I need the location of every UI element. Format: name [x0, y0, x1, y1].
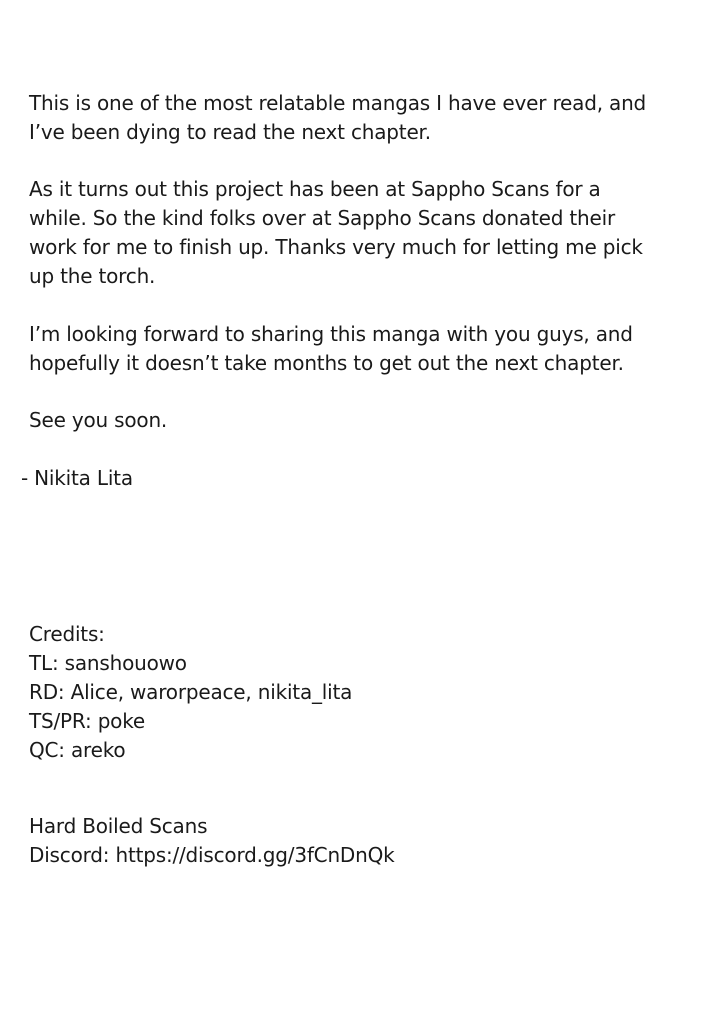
credit-line-qc: QC: areko	[29, 738, 126, 762]
credit-line-rd: RD: Alice, warorpeace, nikita_lita	[29, 680, 353, 704]
discord-link: Discord: https://discord.gg/3fCnDnQk	[29, 843, 395, 867]
note-line: I’m looking forward to sharing this manga with you guys, and	[29, 322, 633, 346]
note-signature: - Nikita Lita	[21, 466, 133, 490]
note-line: while. So the kind folks over at Sappho Scans donated their	[29, 206, 615, 230]
credit-line-tl: TL: sanshouowo	[29, 651, 187, 675]
note-line: up the torch.	[29, 264, 156, 288]
note-line: work for me to finish up. Thanks very much for letting me pick	[29, 235, 643, 259]
note-line: hopefully it doesn’t take months to get out the next chapter.	[29, 351, 624, 375]
note-line: As it turns out this project has been at Sappho Scans for a	[29, 177, 601, 201]
note-line: I’ve been dying to read the next chapter.	[29, 120, 431, 144]
note-line: This is one of the most relatable mangas I have ever read, and	[29, 91, 647, 115]
group-name: Hard Boiled Scans	[29, 814, 208, 838]
credits-heading: Credits:	[29, 622, 105, 646]
credit-line-ts-pr: TS/PR: poke	[29, 709, 145, 733]
note-line: See you soon.	[29, 408, 168, 432]
